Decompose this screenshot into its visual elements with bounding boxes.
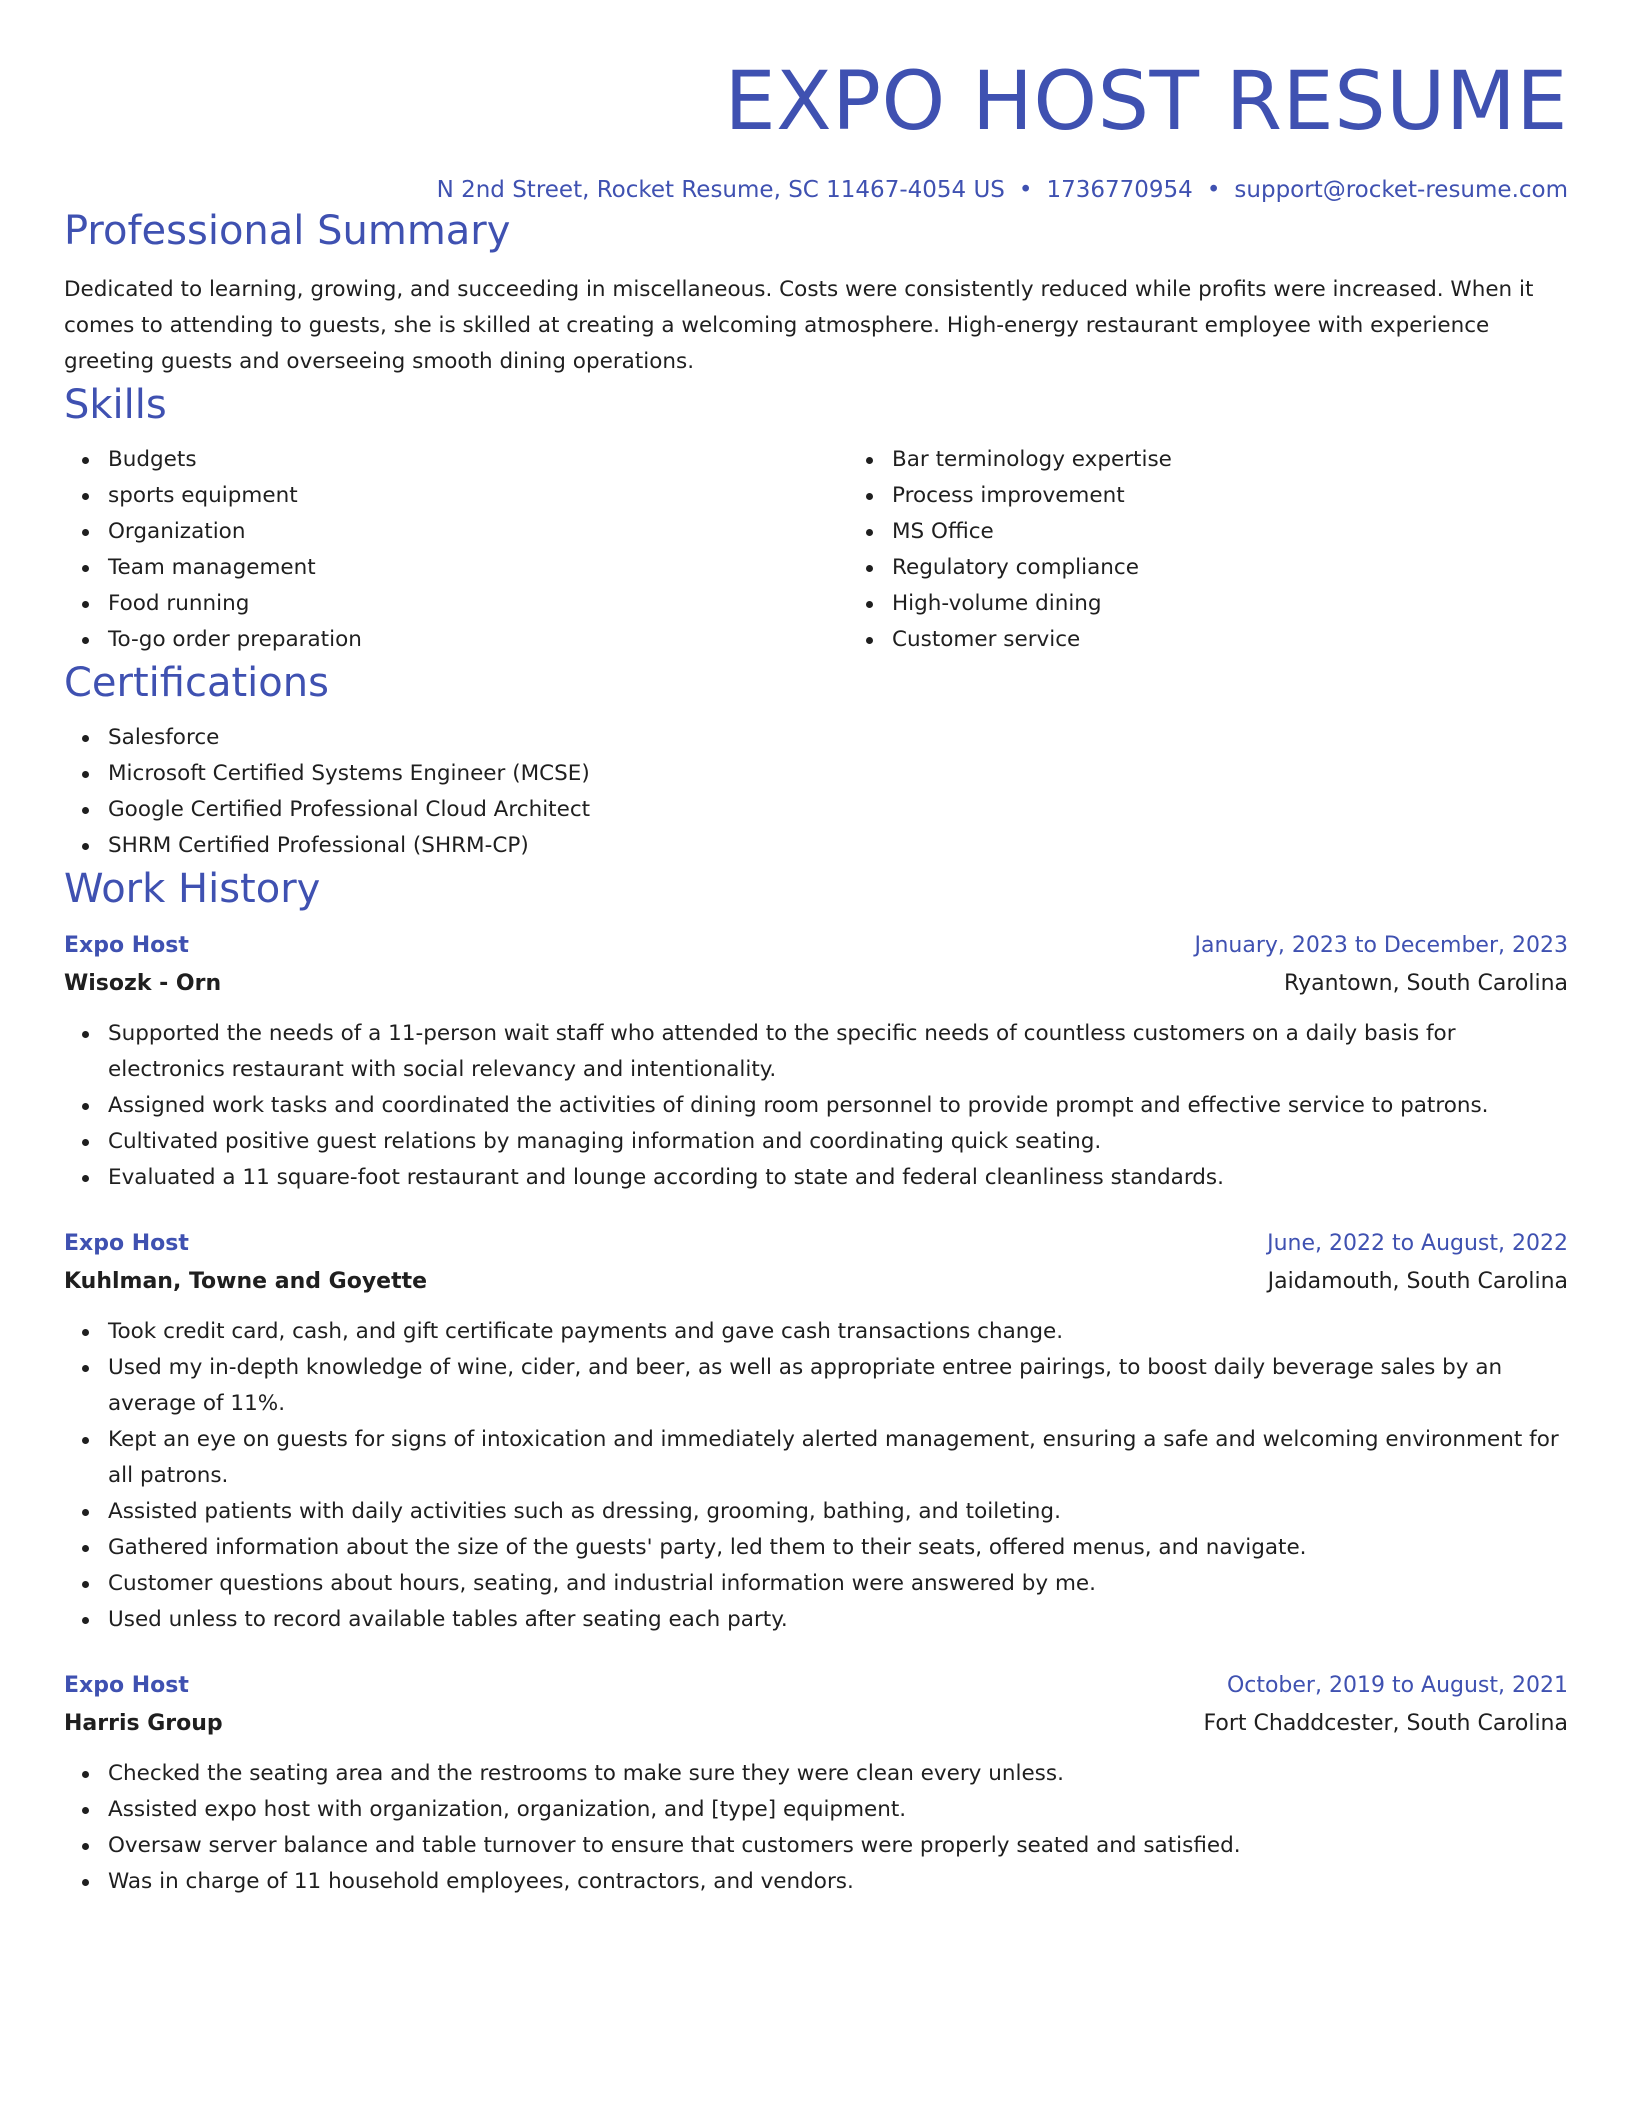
job-dates: June, 2022 to August, 2022 [1267,1231,1568,1256]
job-bullet: Cultivated positive guest relations by managing information and coordinating quick seating. [108,1124,1568,1160]
certifications-heading: Certifications [64,660,329,706]
job-location: Fort Chaddcester, South Carolina [1203,1711,1568,1736]
job-company: Harris Group [64,1711,223,1736]
job-bullet: Checked the seating area and the restrooms to make sure they were clean every unless. [108,1756,1568,1792]
contact-address: N 2nd Street, Rocket Resume, SC 11467-4054 US [436,177,1005,203]
certification-item: Microsoft Certified Systems Engineer (MCSE) [108,756,1568,792]
job-bullets [64,1756,1568,1900]
skill-item: Food running [108,586,848,622]
skill-item: To-go order preparation [108,622,848,658]
job-company: Kuhlman, Towne and Goyette [64,1269,428,1294]
contact-separator: • [1018,177,1033,203]
skill-item: Budgets [108,442,848,478]
job-bullet: Used unless to record available tables after seating each party. [108,1602,1568,1638]
skill-item: Customer service [892,622,1632,658]
summary-heading: Professional Summary [64,208,511,254]
job-entry [64,1668,1568,1900]
contact-phone: 1736770954 [1046,177,1193,203]
job-bullet: Was in charge of 11 household employees, contractors, and vendors. [108,1864,1568,1900]
contact-separator: • [1206,177,1221,203]
job-title: Expo Host [64,1673,189,1698]
job-bullet: Took credit card, cash, and gift certificate payments and gave cash transactions change. [108,1314,1568,1350]
skill-item: High-volume dining [892,586,1632,622]
work-history-heading: Work History [64,866,321,912]
job-dates: October, 2019 to August, 2021 [1226,1673,1568,1698]
job-location: Ryantown, South Carolina [1284,971,1568,996]
job-company: Wisozk - Orn [64,971,222,996]
skill-item: Regulatory compliance [892,550,1632,586]
job-title: Expo Host [64,933,189,958]
job-bullet: Assisted patients with daily activities such as dressing, grooming, bathing, and toileting. [108,1494,1568,1530]
job-dates: January, 2023 to December, 2023 [1194,933,1568,958]
skill-item: Bar terminology expertise [892,442,1632,478]
job-header-row [64,1226,1568,1262]
job-entry [64,1226,1568,1638]
job-bullet: Oversaw server balance and table turnover to ensure that customers were properly seated and satisfied. [108,1828,1568,1864]
job-company-row [64,964,1568,1004]
job-bullets [64,1314,1568,1638]
job-location: Jaidamouth, South Carolina [1267,1269,1568,1294]
job-bullet: Kept an eye on guests for signs of intoxication and immediately alerted management, ensuring a safe and welcoming environment for all patrons. [108,1422,1568,1494]
job-bullet: Customer questions about hours, seating, and industrial information were answered by me. [108,1566,1568,1602]
job-bullet: Assigned work tasks and coordinated the activities of dining room personnel to provide prompt and effective service to patrons. [108,1088,1568,1124]
job-company-row [64,1704,1568,1744]
job-bullet: Evaluated a 11 square-foot restaurant and lounge according to state and federal cleanliness standards. [108,1160,1568,1196]
skills-list-left [64,442,848,658]
job-bullet: Supported the needs of a 11-person wait staff who attended to the specific needs of countless customers on a daily basis for electronics restaurant with social relevancy and intentionality. [108,1016,1568,1088]
job-entry [64,928,1568,1196]
contact-email[interactable]: support@rocket-resume.com [1234,177,1568,203]
summary-text: Dedicated to learning, growing, and succeeding in miscellaneous. Costs were consistently reduced while profits were increased. When it comes to attending to guests, she is skilled at creating a welcoming atmosphere. High-energy restaurant employee with experience greeting guests and overseeing smooth dining operations. [64,277,1534,374]
skills-list-right [848,442,1632,658]
contact-line [64,174,1568,206]
skills-columns [64,442,1568,658]
skills-heading: Skills [64,382,167,428]
job-title: Expo Host [64,1231,189,1256]
certification-item: Salesforce [108,720,1568,756]
certifications-list [64,720,1568,864]
skill-item: Process improvement [892,478,1632,514]
certification-item: SHRM Certified Professional (SHRM-CP) [108,828,1568,864]
certification-item: Google Certified Professional Cloud Architect [108,792,1568,828]
skill-item: MS Office [892,514,1632,550]
skill-item: Organization [108,514,848,550]
skill-item: Team management [108,550,848,586]
job-bullets [64,1016,1568,1196]
job-company-row [64,1262,1568,1302]
skill-item: sports equipment [108,478,848,514]
job-bullet: Gathered information about the size of the guests' party, led them to their seats, offered menus, and navigate. [108,1530,1568,1566]
job-header-row [64,1668,1568,1704]
job-bullet: Assisted expo host with organization, organization, and [type] equipment. [108,1792,1568,1828]
job-bullet: Used my in-depth knowledge of wine, cider, and beer, as well as appropriate entree pairings, to boost daily beverage sales by an average of 11%. [108,1350,1568,1422]
job-header-row [64,928,1568,964]
resume-title: EXPO HOST RESUME [724,55,1568,149]
